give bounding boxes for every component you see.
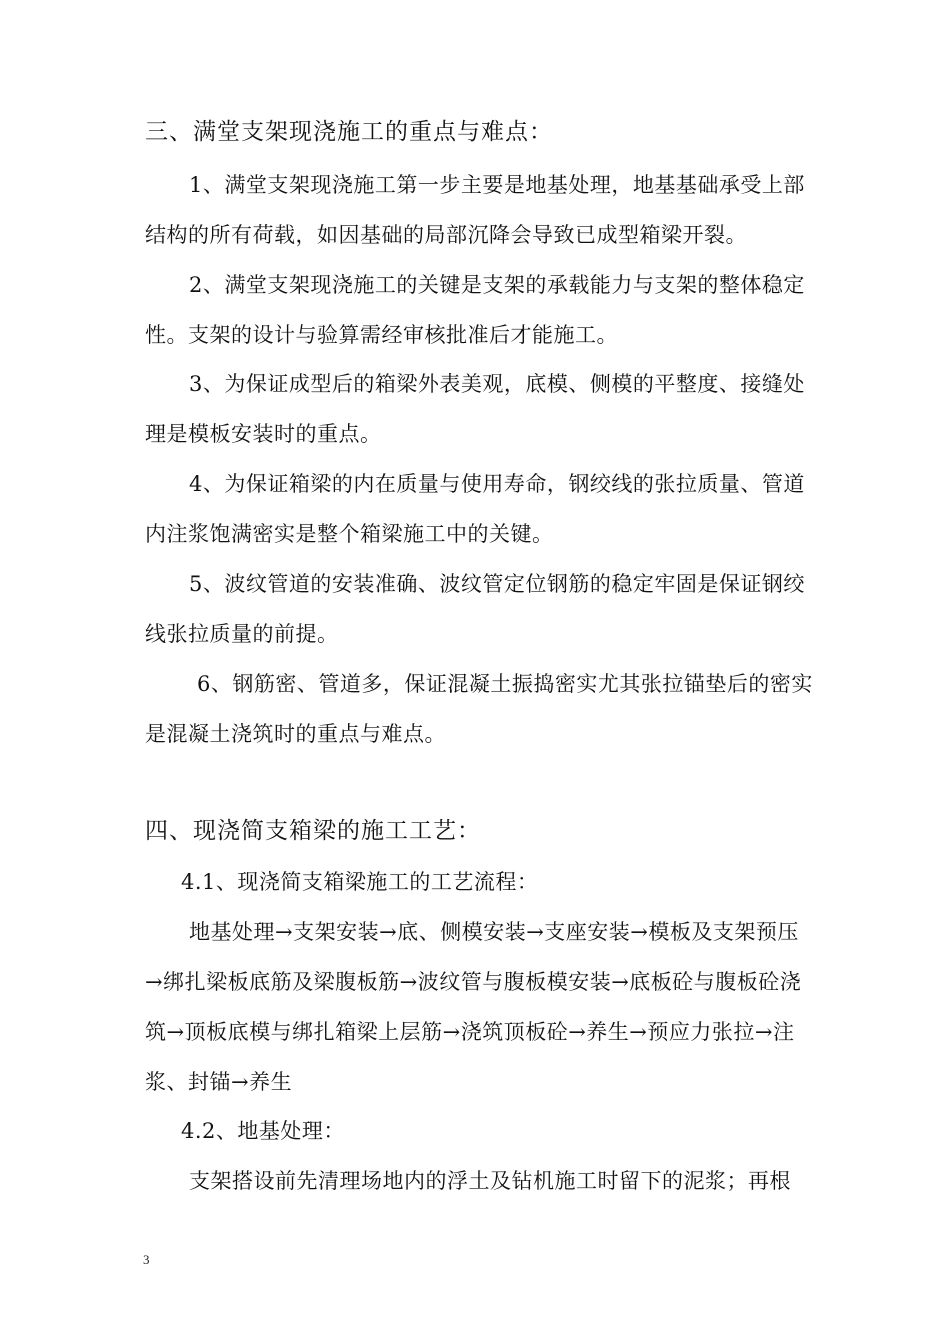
section4-sub1-body: 地基处理→支架安装→底、侧模安装→支座安装→模板及支架预压→绑扎梁板底筋及梁腹板筋→波纹管与腹板模安装→底板砼与腹板砼浇筑→顶板底模与绑扎箱梁上层筋→浇筑顶板砼→养生→预应力张拉→注浆、封锚→养生 <box>145 920 802 1094</box>
section4-sub1-heading: 4.1、现浇简支箱梁施工的工艺流程： <box>181 870 539 894</box>
section3-point-4: 4、为保证箱梁的内在质量与使用寿命，钢绞线的张拉质量、管道内注浆饱满密实是整个箱梁施工中的关键。 <box>145 472 805 546</box>
section3-point-5: 5、波纹管道的安装准确、波纹管定位钢筋的稳定牢固是保证钢绞线张拉质量的前提。 <box>145 572 805 646</box>
section4-heading: 四、现浇简支箱梁的施工工艺： <box>145 818 481 844</box>
section4-sub2-body: 支架搭设前先清理场地内的浮土及钻机施工时留下的泥浆；再根 <box>189 1169 791 1193</box>
section3-point-1: 1、满堂支架现浇施工第一步主要是地基处理，地基基础承受上部结构的所有荷载，如因基础的局部沉降会导致已成型箱梁开裂。 <box>145 173 805 247</box>
section4-sub2-heading: 4.2、地基处理： <box>181 1119 345 1143</box>
section3-heading: 三、满堂支架现浇施工的重点与难点： <box>145 119 553 145</box>
section3-point-3: 3、为保证成型后的箱梁外表美观，底模、侧模的平整度、接缝处理是模板安装时的重点。 <box>145 372 805 446</box>
section3-point-2: 2、满堂支架现浇施工的关键是支架的承载能力与支架的整体稳定性。支架的设计与验算需经审核批准后才能施工。 <box>145 273 805 347</box>
page-number: 3 <box>143 1252 150 1267</box>
section3-point-6: 6、钢筋密、管道多，保证混凝土振捣密实尤其张拉锚垫后的密实是混凝土浇筑时的重点与难点。 <box>145 672 813 746</box>
